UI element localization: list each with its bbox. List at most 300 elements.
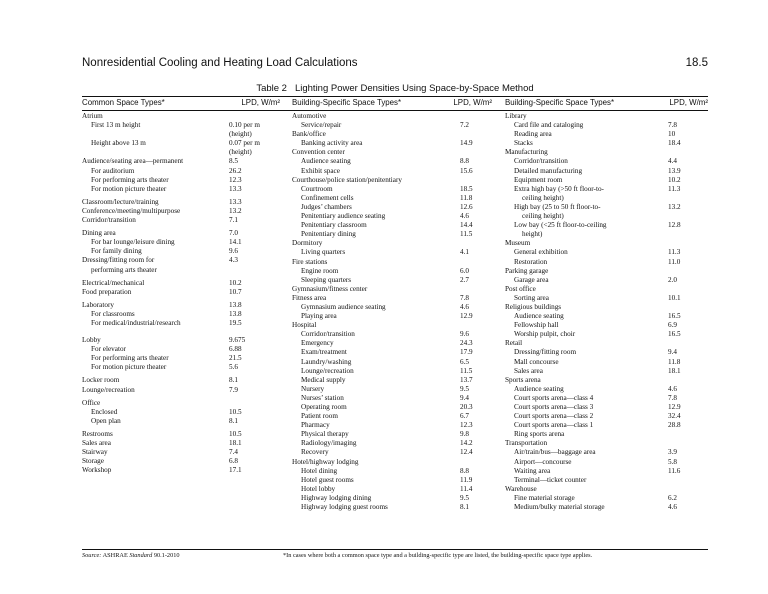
space-type: Mall concourse	[514, 357, 559, 366]
lpd-value: 12.6	[460, 202, 473, 211]
lpd-value: 11.5	[460, 366, 473, 375]
table-number: Table 2	[256, 83, 287, 94]
table-row	[505, 167, 708, 176]
space-type: Courthouse/police station/penitentiary	[292, 175, 402, 184]
space-type: High bay (25 to 50 ft floor-to-	[514, 202, 601, 211]
lpd-value: 11.5	[460, 230, 473, 239]
space-type: Radiology/imaging	[301, 439, 357, 448]
table-row	[292, 258, 497, 267]
table-row	[82, 247, 282, 256]
table-row	[505, 121, 708, 130]
table-row	[505, 403, 708, 412]
table-row	[292, 212, 497, 221]
lpd-value: 7.4	[229, 448, 238, 457]
space-type: For elevator	[91, 345, 126, 354]
lpd-value: 11.8	[668, 357, 681, 366]
space-type: Automotive	[292, 112, 327, 120]
table-row	[292, 367, 497, 376]
space-type: Audience seating	[514, 312, 564, 321]
table-row	[292, 385, 497, 394]
space-type: General exhibition	[514, 248, 568, 257]
space-type: Emergency	[301, 339, 334, 348]
space-type: Court sports arena—class 2	[514, 412, 594, 421]
space-type: Sorting area	[514, 293, 549, 302]
space-type: Dining area	[82, 229, 116, 238]
lpd-value: 16.5	[668, 330, 681, 339]
space-type: Gymnasium/fitness center	[292, 284, 368, 293]
space-type: Fine material storage	[514, 493, 575, 502]
space-type: Open plan	[91, 416, 121, 425]
lpd-value: 18.4	[668, 139, 681, 148]
col3-header-name: Building-Specific Space Types*	[505, 98, 615, 107]
table-row	[505, 212, 708, 221]
table-row	[505, 476, 708, 485]
space-type: Library	[505, 112, 527, 120]
space-type: Electrical/mechanical	[82, 278, 145, 287]
table-row	[82, 139, 282, 148]
lpd-value: 18.1	[229, 439, 242, 447]
lpd-value: 13.2	[229, 206, 242, 215]
lpd-value: 7.8	[668, 393, 677, 402]
table-row	[505, 321, 708, 330]
table-row	[292, 439, 497, 448]
table-row	[505, 248, 708, 257]
table-row	[82, 176, 282, 185]
space-type: Dressing/fitting room for	[82, 256, 155, 265]
lpd-value: 11.8	[460, 193, 473, 202]
table-row	[82, 301, 282, 310]
lpd-value: 10.2	[668, 175, 681, 184]
table-row	[292, 394, 497, 403]
lpd-value: 14.9	[460, 139, 473, 148]
lpd-value: 6.5	[460, 357, 469, 366]
table-row	[82, 288, 282, 297]
space-type: Workshop	[82, 466, 112, 475]
lpd-value: 9.4	[460, 393, 469, 402]
lpd-value: 6.7	[460, 412, 469, 421]
lpd-value: 12.9	[668, 403, 681, 411]
lpd-value: 13.9	[668, 166, 681, 175]
space-type: Judges’ chambers	[301, 202, 352, 211]
space-type: ceiling height)	[522, 212, 564, 221]
space-type: Highway lodging dining	[301, 493, 372, 502]
space-type: Card file and cataloging	[514, 121, 584, 130]
table-row	[292, 358, 497, 367]
table-row	[505, 303, 708, 312]
lpd-value: 8.8	[460, 157, 469, 166]
table-row	[82, 310, 282, 319]
table-row	[292, 285, 497, 294]
space-type: Bank/office	[292, 130, 326, 139]
table-row	[505, 421, 708, 430]
lpd-value: 4.6	[668, 503, 677, 512]
lpd-value: 3.9	[668, 448, 677, 457]
table-row	[82, 399, 282, 408]
space-type: Corridor/transition	[82, 216, 136, 225]
space-type: Penitentiary classroom	[301, 221, 367, 230]
table-row	[505, 439, 708, 448]
space-type: Physical therapy	[301, 430, 349, 439]
space-type: Sports arena	[505, 375, 541, 384]
table-row	[292, 139, 497, 148]
space-type: Laboratory	[82, 300, 114, 309]
space-type: Confinement cells	[301, 193, 354, 202]
table-bottom-rule	[82, 549, 708, 550]
lpd-value: 26.2	[229, 166, 242, 175]
table-row	[292, 376, 497, 385]
table-row	[292, 312, 497, 321]
space-type: Hotel/highway lodging	[292, 457, 359, 466]
table-row	[82, 229, 282, 238]
lpd-value: 13.2	[668, 202, 681, 211]
column-common-space-types	[82, 112, 282, 475]
lpd-value: 13.3	[229, 184, 242, 193]
space-type: height)	[522, 230, 543, 239]
table-row	[292, 148, 497, 157]
space-type: For motion picture theater	[91, 184, 167, 193]
table-row	[82, 279, 282, 288]
space-type: Lobby	[82, 336, 101, 345]
table-row	[505, 276, 708, 285]
table-row	[505, 358, 708, 367]
table-row	[505, 112, 708, 121]
lpd-value: 2.7	[460, 275, 469, 284]
table-row	[505, 339, 708, 348]
space-type: Restrooms	[82, 429, 113, 438]
space-type: Operating room	[301, 403, 347, 411]
lpd-value: 11.0	[668, 257, 681, 266]
space-type: Parking garage	[505, 266, 549, 275]
space-type: Reading area	[514, 130, 552, 139]
table-row	[82, 417, 282, 426]
space-type: Convention center	[292, 148, 345, 157]
lpd-value: 10.5	[229, 429, 242, 438]
lpd-value: 8.1	[229, 376, 238, 385]
table-row	[82, 345, 282, 354]
space-type: Detailed manufacturing	[514, 166, 583, 175]
table-row	[505, 330, 708, 339]
space-type: Museum	[505, 239, 531, 248]
table-row	[292, 476, 497, 485]
lpd-value: 10.7	[229, 287, 242, 296]
table-row	[505, 267, 708, 276]
space-type: Corridor/transition	[301, 330, 355, 339]
table-row	[292, 176, 497, 185]
table-row	[292, 157, 497, 166]
table-row	[82, 121, 282, 130]
lpd-value: 8.1	[460, 503, 469, 512]
space-type: Lounge/recreation	[301, 366, 354, 375]
table-row	[292, 239, 497, 248]
lpd-value: 12.4	[460, 448, 473, 457]
space-type: Audience seating	[514, 384, 564, 393]
space-type: Banking activity area	[301, 139, 363, 148]
space-type: For bar lounge/leisure dining	[91, 238, 175, 247]
table-row	[82, 238, 282, 247]
table-row	[292, 267, 497, 276]
table-row	[292, 430, 497, 439]
table-row	[292, 121, 497, 130]
space-type: Ring sports arena	[514, 430, 565, 439]
table-row	[505, 385, 708, 394]
table-row	[82, 466, 282, 475]
space-type: Terminal—ticket counter	[514, 475, 587, 484]
space-type: Laundry/washing	[301, 357, 352, 366]
table-row	[292, 403, 497, 412]
space-type: Fellowship hall	[514, 321, 559, 330]
lpd-value: 6.2	[668, 493, 677, 502]
space-type: Office	[82, 398, 101, 407]
space-type: Court sports arena—class 3	[514, 403, 594, 411]
table-row	[505, 376, 708, 385]
lpd-value: 8.5	[229, 157, 238, 166]
lpd-value: 9.6	[229, 247, 238, 256]
space-type: Hotel guest rooms	[301, 475, 354, 484]
table-header-rule	[82, 110, 708, 111]
space-type: Retail	[505, 339, 523, 348]
space-type: Audience/seating area—permanent	[82, 157, 184, 166]
space-type: Sales area	[82, 439, 111, 447]
lpd-value: (height)	[229, 130, 252, 139]
table-row	[505, 221, 708, 230]
lpd-value: 28.8	[668, 421, 681, 430]
table-row	[82, 386, 282, 395]
table-row	[292, 185, 497, 194]
lpd-value: 9.4	[668, 348, 677, 357]
table-row	[505, 503, 708, 512]
table-row	[82, 408, 282, 417]
lpd-value: 12.9	[460, 312, 473, 321]
space-type: Lounge/recreation	[82, 385, 135, 394]
table-row	[505, 430, 708, 439]
table-row	[82, 157, 282, 166]
table-row	[292, 339, 497, 348]
space-type: Low bay (<25 ft floor-to-ceiling	[514, 221, 607, 230]
space-type: For motion picture theater	[91, 363, 167, 372]
table-row	[505, 139, 708, 148]
space-type: Restoration	[514, 257, 548, 266]
lpd-value: 20.3	[460, 403, 473, 411]
table-row	[292, 412, 497, 421]
lpd-value: 0.10 per m	[229, 121, 260, 130]
table-row	[505, 148, 708, 157]
space-type: performing arts theater	[91, 265, 157, 274]
table-row	[505, 285, 708, 294]
table-footnote: *In cases where both a common space type and a building-specific type are listed, the building-specific space type applies.	[283, 552, 593, 559]
space-type: Highway lodging guest rooms	[301, 503, 388, 512]
space-type: Recovery	[301, 448, 329, 457]
lpd-value: 10.1	[668, 293, 681, 302]
table-row	[82, 216, 282, 225]
table-row	[505, 312, 708, 321]
lpd-value: 5.6	[229, 363, 238, 372]
lpd-value: 10.5	[229, 407, 242, 416]
space-type: Gymnasium audience seating	[301, 302, 386, 311]
table-row	[82, 148, 282, 157]
table-row	[292, 330, 497, 339]
space-type: Penitentiary dining	[301, 230, 356, 239]
lpd-value: 13.3	[229, 197, 242, 206]
table-row	[505, 239, 708, 248]
lpd-value: 7.2	[460, 121, 469, 130]
table-row	[82, 363, 282, 372]
space-type: Corridor/transition	[514, 157, 568, 166]
table-row	[82, 198, 282, 207]
table-row	[292, 321, 497, 330]
table-row	[82, 430, 282, 439]
lpd-value: 7.0	[229, 229, 238, 238]
table-row	[292, 348, 497, 357]
table-row	[505, 448, 708, 457]
column-building-specific-a	[292, 112, 497, 512]
table-row	[505, 203, 708, 212]
lpd-value: 2.0	[668, 275, 677, 284]
space-type: Worship pulpit, choir	[514, 330, 576, 339]
space-type: First 13 m height	[91, 121, 141, 130]
lpd-value: 11.4	[460, 484, 473, 493]
table-row	[292, 248, 497, 257]
space-type: Enclosed	[91, 407, 118, 416]
table-row	[505, 157, 708, 166]
table-row	[292, 303, 497, 312]
lpd-value: 7.9	[229, 385, 238, 394]
space-type: Classroom/lecture/training	[82, 197, 159, 206]
lpd-value: 12.3	[229, 175, 242, 184]
table-caption	[82, 83, 708, 94]
space-type: Airport—concourse	[514, 457, 572, 466]
space-type: Sleeping quarters	[301, 275, 352, 284]
space-type: Warehouse	[505, 484, 537, 493]
lpd-value: 15.6	[460, 166, 473, 175]
space-type: ceiling height)	[522, 193, 564, 202]
running-title: Nonresidential Cooling and Heating Load Calculations	[82, 57, 358, 69]
table-row	[292, 494, 497, 503]
lpd-value: 8.1	[229, 416, 238, 425]
lpd-value: 7.8	[460, 293, 469, 302]
lpd-value: 4.4	[668, 157, 677, 166]
lpd-value: 32.4	[668, 412, 681, 421]
table-row	[82, 207, 282, 216]
lpd-value: 0.07 per m	[229, 139, 260, 148]
table-row	[292, 458, 497, 467]
lpd-value: 6.0	[460, 266, 469, 275]
lpd-value: 12.8	[668, 221, 681, 230]
lpd-value: 18.1	[668, 366, 681, 375]
lpd-value: 7.1	[229, 216, 238, 225]
lpd-value: 10.2	[229, 278, 242, 287]
space-type: Extra high bay (>50 ft floor-to-	[514, 184, 604, 193]
table-row	[505, 294, 708, 303]
lpd-value: 16.5	[668, 312, 681, 321]
table-row	[292, 276, 497, 285]
table-row	[82, 319, 282, 328]
space-type: For performing arts theater	[91, 175, 169, 184]
table-row	[505, 194, 708, 203]
table-row	[82, 354, 282, 363]
col3-header-lpd: LPD, W/m²	[669, 98, 708, 107]
space-type: For family dining	[91, 247, 142, 256]
table-row	[505, 494, 708, 503]
col2-header-lpd: LPD, W/m²	[453, 98, 492, 107]
table-row	[505, 130, 708, 139]
space-type: Pharmacy	[301, 421, 330, 430]
table-row	[82, 439, 282, 448]
table-row	[82, 266, 282, 275]
lpd-value: 6.88	[229, 345, 242, 354]
lpd-value: 19.5	[229, 318, 242, 327]
table-row	[505, 185, 708, 194]
table-row	[292, 230, 497, 239]
space-type: Dormitory	[292, 239, 323, 248]
table-row	[505, 458, 708, 467]
lpd-value: 11.9	[460, 475, 473, 484]
lpd-value: 6.9	[668, 321, 677, 330]
lpd-value: 7.8	[668, 121, 677, 130]
table-row	[292, 503, 497, 512]
space-type: Sales area	[514, 366, 543, 375]
lpd-value: 4.6	[460, 302, 469, 311]
lpd-value: 5.8	[668, 457, 677, 466]
column-building-specific-b	[505, 112, 708, 512]
lpd-value: 4.6	[668, 384, 677, 393]
lpd-value: 8.8	[460, 466, 469, 475]
table-row	[292, 448, 497, 457]
table-row	[505, 258, 708, 267]
lpd-value: (height)	[229, 148, 252, 157]
table-row	[292, 130, 497, 139]
lpd-value: 13.8	[229, 309, 242, 318]
table-row	[82, 376, 282, 385]
table-row	[292, 167, 497, 176]
space-type: Post office	[505, 284, 536, 293]
space-type: Court sports arena—class 4	[514, 393, 594, 402]
space-type: Food preparation	[82, 287, 132, 296]
lpd-value: 11.3	[668, 248, 681, 257]
table-row	[505, 230, 708, 239]
table-row	[505, 176, 708, 185]
lpd-value: 9.6	[460, 330, 469, 339]
table-row	[82, 256, 282, 265]
space-type: Conference/meeting/multipurpose	[82, 206, 181, 215]
space-type: Waiting area	[514, 466, 551, 475]
lpd-value: 24.3	[460, 339, 473, 348]
space-type: Garage area	[514, 275, 549, 284]
lpd-value: 10	[668, 130, 676, 139]
table-row	[505, 348, 708, 357]
table-title: Lighting Power Densities Using Space-by-Space Method	[294, 83, 534, 94]
lpd-value: 11.6	[668, 466, 681, 475]
space-type: Patient room	[301, 412, 338, 421]
table-row	[292, 467, 497, 476]
space-type: For performing arts theater	[91, 354, 169, 363]
space-type: Nurses’ station	[301, 393, 344, 402]
table-row	[292, 294, 497, 303]
lpd-value: 9.675	[229, 336, 246, 345]
space-type: Exam/treatment	[301, 348, 347, 357]
space-type: Stacks	[514, 139, 533, 148]
table-row	[82, 112, 282, 121]
space-type: Locker room	[82, 376, 120, 385]
lpd-value: 9.5	[460, 493, 469, 502]
space-type: Service/repair	[301, 121, 342, 130]
space-type: Penitentiary audience seating	[301, 212, 386, 221]
table-row	[292, 221, 497, 230]
space-type: Hotel lobby	[301, 484, 336, 493]
space-type: Religious buildings	[505, 302, 562, 311]
table-row	[82, 185, 282, 194]
space-type: Equipment room	[514, 175, 563, 184]
table-row	[82, 448, 282, 457]
